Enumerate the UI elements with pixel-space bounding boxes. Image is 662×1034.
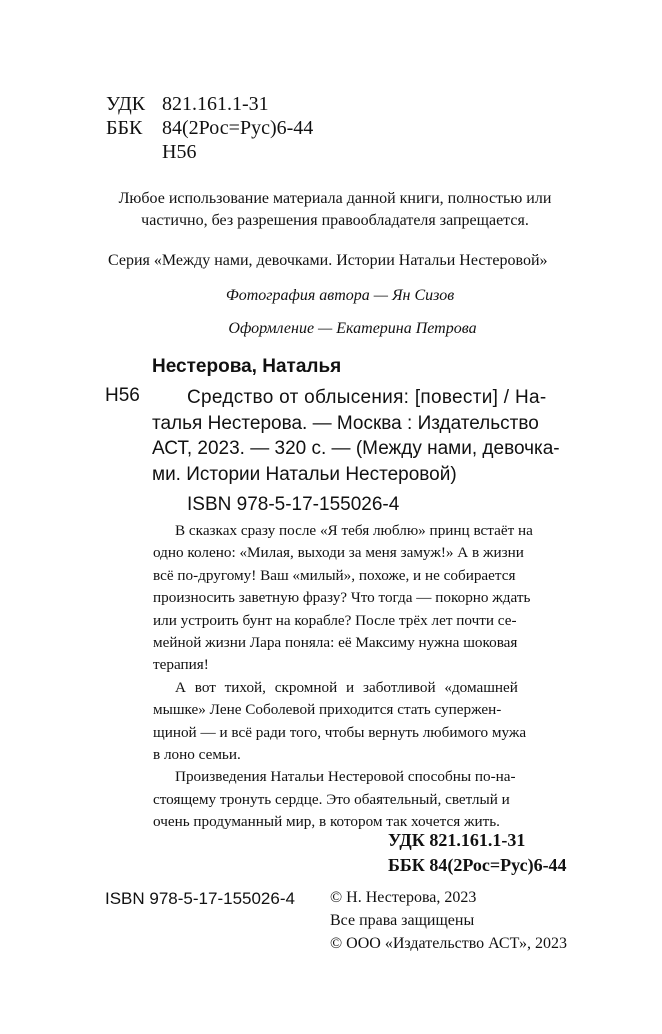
author-heading: Нестерова, Наталья xyxy=(152,356,342,377)
udk-value: 821.161.1-31 xyxy=(162,93,269,115)
series-line: Серия «Между нами, девочками. Истории Натальи Нестеровой» xyxy=(108,252,548,269)
bbk-value: 84(2Рос=Рус)6-44 xyxy=(162,117,314,139)
record-line: талья Нестерова. — Москва : Издательство xyxy=(152,412,539,434)
photo-credit: Фотография автора — Ян Сизов xyxy=(225,287,455,304)
annotation-line: мейной жизни Лара поняла: её Максиму нужна шоковая xyxy=(153,634,518,652)
annotation-line: очень продуманный мир, в котором так хочется жить. xyxy=(153,813,500,831)
usage-notice-line: Любое использование материала данной книги, полностью или xyxy=(118,190,552,207)
bottom-bbk: ББК 84(2Рос=Рус)6-44 xyxy=(388,855,567,875)
annotation-line: произносить заветную фразу? Что тогда — покорно ждать xyxy=(153,589,531,607)
footer-isbn: ISBN 978-5-17-155026-4 xyxy=(105,889,295,908)
annotation xyxy=(153,520,533,834)
annotation-line: или устроить бунт на корабле? После трёх лет почти се- xyxy=(153,611,517,629)
usage-notice xyxy=(80,188,590,232)
annotation-line: терапия! xyxy=(153,656,209,674)
copyright-author: © Н. Нестерова, 2023 xyxy=(330,889,477,906)
annotation-line: А вот тихой, скромной и заботливой «домашней xyxy=(175,678,518,696)
annotation-line: одно колено: «Милая, выходи за меня замуж!» А в жизни xyxy=(153,544,524,562)
author-mark: Н56 xyxy=(162,141,197,163)
rights-reserved: Все права защищены xyxy=(330,912,475,929)
annotation-line: мышке» Лене Соболевой приходится стать супержен- xyxy=(153,701,502,719)
record-line: АСТ, 2023. — 320 с. — (Между нами, девочка- xyxy=(152,438,560,459)
design-credit: Оформление — Екатерина Петрова xyxy=(228,320,477,337)
record-isbn: ISBN 978-5-17-155026-4 xyxy=(187,494,400,515)
annotation-line: всё по-другому! Ваш «милый», похоже, и не собирается xyxy=(153,566,516,584)
record-mark: Н56 xyxy=(105,385,140,406)
copyright-publisher: © ООО «Издательство АСТ», 2023 xyxy=(330,935,567,952)
record-line: Средство от облысения: [повести] / На- xyxy=(187,387,547,408)
annotation-line: щиной — и всё ради того, чтобы вернуть любимого мужа xyxy=(153,723,527,741)
annotation-line: стоящему тронуть сердце. Это обаятельный, светлый и xyxy=(153,790,510,808)
annotation-line: В сказках сразу после «Я тебя люблю» принц встаёт на xyxy=(175,522,533,539)
bottom-udk: УДК 821.161.1-31 xyxy=(388,830,526,850)
usage-notice-line: частично, без разрешения правообладателя запрещается. xyxy=(141,212,529,229)
udk-label: УДК xyxy=(106,93,146,115)
bbk-label: ББК xyxy=(106,117,143,139)
record-description xyxy=(152,385,560,487)
annotation-line: в лоно семьи. xyxy=(153,746,241,764)
annotation-line: Произведения Натальи Нестеровой способны по-на- xyxy=(175,768,516,786)
record-line: ми. Истории Натальи Нестеровой) xyxy=(152,463,457,485)
